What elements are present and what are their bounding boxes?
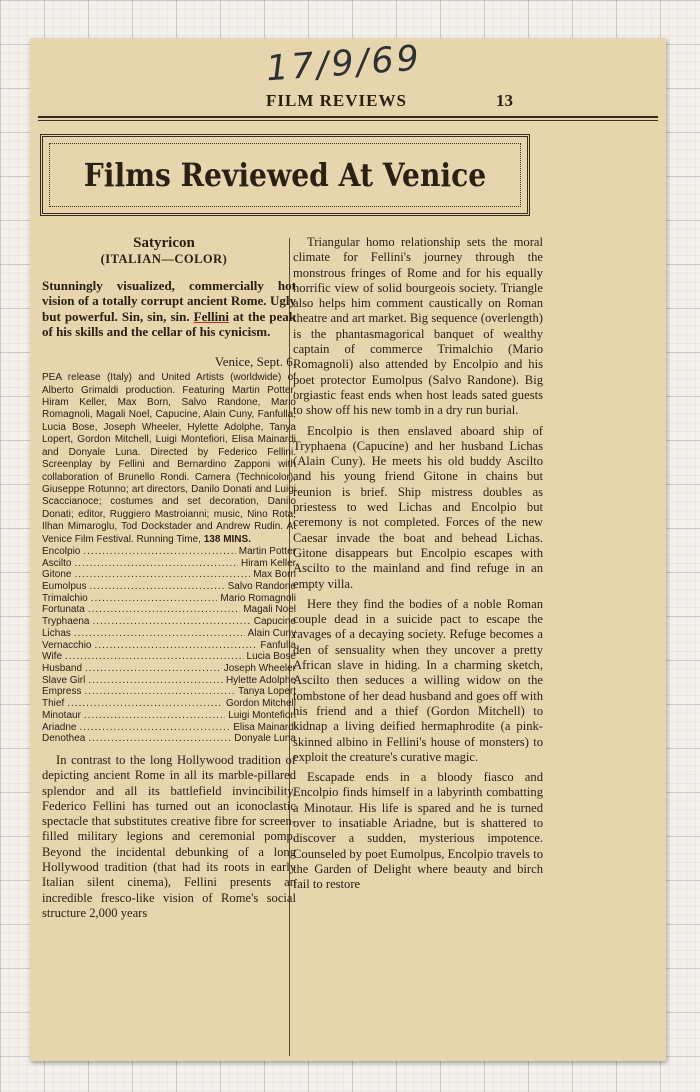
cast-entry: [42, 675, 296, 687]
leader-dots: [74, 558, 238, 570]
page-number: 13: [496, 91, 513, 110]
cast-entry: [42, 710, 296, 722]
section-header: FILM REVIEWS: [266, 91, 407, 110]
cast-actor: Elisa Mainardi: [233, 721, 296, 733]
cast-entry: [42, 628, 296, 640]
column-left-body: [42, 753, 296, 921]
cast-role: Eumolpus: [42, 581, 87, 593]
headline-banner: [40, 134, 530, 216]
body-paragraph: Triangular homo relationship sets the moral climate for Fellini's journey through the monstrous fringes of Rome and for his equally horrific view of solid bourgeois society. Triangle also helps him comment caustically on Roman theatre and art market. Big sequence (overlength) is the phantasmagorical banquet of wealthy captain of commerce Trimalchio (Mario Romagnoli) also attended by Encolpio and his poet protector Eumolpus (Salvo Randone). Big orgiastic feast ends when host leads sated guests to show off his new tomb in a dry run burial.: [293, 235, 543, 418]
lede-text-end: at the peak of his skills and the cellar of his cynicism.: [42, 308, 297, 340]
cast-actor: Salvo Randone: [227, 581, 296, 593]
leader-dots: [85, 663, 221, 675]
leader-dots: [74, 628, 245, 640]
credits-text: PEA release (Italy) and United Artists (worldwide) of Alberto Grimaldi production. Featuring Martin Potter, Hiram Keller, Max Born, Salvo Randone, Mario Romagnoli, Magali Noel, Capucine, Alain Cuny, Fanfulla, Lucia Bose, Joseph Wheeler, Hylette Adolphe, Tanya Lopert, Gordon Mitchell, Luigi Montefiori, Elisa Mainardi and Donyale Luna. Directed by Federico Fellini. Screenplay by Fellini and Bernardino Zapponi with collaboration of Brunello Rondi. Camera (Technicolor), Giuseppe Rotunno; art directors, Danilo Donati and Luigi Scaccianoce; costumes and set decoration, Danilo Donati; editor, Ruggiero Mastroianni; music, Nino Rota, Ilhan Mimaroglu, Tod Dockstader and Andrew Rudin. At Venice Film Festival. Running Time,: [42, 372, 296, 545]
cast-role: Encolpio: [42, 545, 81, 557]
underlined-name: Fellini: [193, 308, 230, 324]
cast-actor: Hylette Adolphe: [225, 674, 296, 686]
header-rule: [38, 116, 658, 118]
cast-entry: [42, 546, 296, 558]
body-paragraph: Escapade ends in a bloody fiasco and Encolpio finds himself in a labyrinth combatting a Minotaur. His life is spared and he is turned over to insatiable Ariadne, but is shattered to discover a sudden, mysterious impotence. Counseled by poet Eumolpus, Encolpio travels to the Garden of Delight where beauty and birch fail to restore: [293, 770, 543, 892]
film-subtitle: (ITALIAN—COLOR): [100, 252, 228, 267]
leader-dots: [79, 722, 230, 734]
running-time: 138 MINS.: [203, 533, 251, 545]
leader-dots: [89, 581, 224, 593]
cast-role: Tryphaena: [42, 616, 90, 628]
cast-entry: [42, 593, 296, 605]
cast-role: Thief: [42, 698, 65, 710]
cast-actor: Martin Potter: [238, 545, 296, 557]
newspaper-clipping: [30, 38, 666, 1061]
cast-entry: [42, 663, 296, 675]
leader-dots: [84, 710, 225, 722]
cast-actor: Hiram Keller: [240, 557, 296, 569]
column-right: [293, 235, 543, 892]
cast-role: Lichas: [42, 627, 71, 639]
handwritten-date: 17/9/69: [264, 38, 424, 90]
cast-entry: [42, 686, 296, 698]
cast-entry: [42, 569, 296, 581]
cast-entry: [42, 722, 296, 734]
cast-entry: [42, 651, 296, 663]
cast-entry: [42, 640, 296, 652]
cast-actor: Max Born: [253, 569, 296, 581]
cast-actor: Alain Cuny: [247, 627, 296, 639]
cast-role: Slave Girl: [42, 674, 86, 686]
cast-role: Vernacchio: [42, 639, 92, 651]
review-lede: [42, 278, 296, 340]
film-title: Satyricon: [133, 235, 195, 251]
cast-actor: Lucia Bose: [246, 651, 296, 663]
column-left: [42, 236, 296, 921]
leader-dots: [92, 616, 250, 628]
leader-dots: [88, 733, 231, 745]
cast-role: Minotaur: [42, 709, 81, 721]
leader-dots: [94, 640, 257, 652]
leader-dots: [88, 675, 223, 687]
credits-block: [42, 372, 296, 546]
cast-role: Husband: [42, 662, 83, 674]
dateline: Venice, Sept. 6.: [214, 353, 296, 369]
cast-entry: [42, 581, 296, 593]
cast-role: Fortunata: [42, 604, 85, 616]
cast-role: Ascilto: [42, 557, 72, 569]
cast-entry: [42, 733, 296, 745]
leader-dots: [91, 593, 218, 605]
body-paragraph: Here they find the bodies of a noble Roman couple dead in a suicide pact to escape the ravages of a decaying society. Refuge becomes a den of sensuality when they uncover a pretty African slave in hiding. In a charming sketch, Ascilto then seduces a willing widow on the tombstone of her dead husband and goes off with his friend and a thief (Gordon Mitchell) to kidnap a living deified hermaphrodite (a pink-skinned albino in Fellini's house of monsters) to exploit the creature's curative magic.: [293, 596, 543, 764]
body-paragraph: Encolpio is then enslaved aboard ship of Tryphaena (Capucine) and her husband Lichas (Alain Cuny). He meets his old buddy Ascilto and his young friend Gitone in chains but reunion is brief. Ship mistress doubles as priestess to wed Lichas and Encolpio but ceremony is not completed. Forces of the new Caesar invade the boat and behead Lichas. Gitone disappears but Encolpio escapes with Ascilto to the mainland and find refuge in an empty villa.: [293, 423, 543, 591]
headline: Films Reviewed At Venice: [83, 156, 487, 194]
cast-actor: Gordon Mitchell: [225, 698, 296, 710]
cast-role: Ariadne: [42, 721, 77, 733]
cast-entry: [42, 616, 296, 628]
cast-entry: [42, 558, 296, 570]
header-rule-thin: [38, 120, 658, 121]
leader-dots: [83, 546, 235, 558]
cast-role: Gitone: [42, 569, 72, 581]
cast-role: Trimalchio: [42, 592, 88, 604]
cast-actor: Tanya Lopert: [238, 686, 296, 698]
leader-dots: [84, 686, 235, 698]
cast-entry: [42, 698, 296, 710]
cast-actor: Mario Romagnoli: [220, 592, 296, 604]
leader-dots: [67, 698, 223, 710]
cast-actor: Fanfulla: [260, 639, 296, 651]
cast-actor: Magali Noel: [243, 604, 296, 616]
cast-actor: Donyale Luna: [234, 733, 296, 745]
lede-text: Stunningly visualized, commercially hot vision of a totally corrupt ancient Rome. Ugly but powerful. Sin, sin, sin.: [42, 277, 296, 324]
cast-actor: Joseph Wheeler: [223, 662, 296, 674]
cast-role: Wife: [42, 651, 62, 663]
cast-role: Denothea: [42, 733, 86, 745]
cast-entry: [42, 604, 296, 616]
cast-list: [42, 546, 296, 745]
cast-actor: Luigi Montefiori: [228, 709, 296, 721]
leader-dots: [74, 569, 250, 581]
cast-role: Empress: [42, 686, 82, 698]
body-paragraph: In contrast to the long Hollywood tradition of depicting ancient Rome in all its marble-pillared splendor and all its battlefield invincibility, Federico Fellini has turned out an iconoclastic spectacle that substitutes creative fibre for screen-filled military legions and ceremonial pomp. Beyond the incidental debunking of a long Hollywood tradition (that had its roots in early Italian silent cinema), Fellini presents an incredible fresco-like vision of Rome's social structure 2,000 years: [42, 752, 296, 920]
leader-dots: [88, 604, 240, 616]
cast-actor: Capucine: [253, 616, 296, 628]
leader-dots: [65, 651, 244, 663]
